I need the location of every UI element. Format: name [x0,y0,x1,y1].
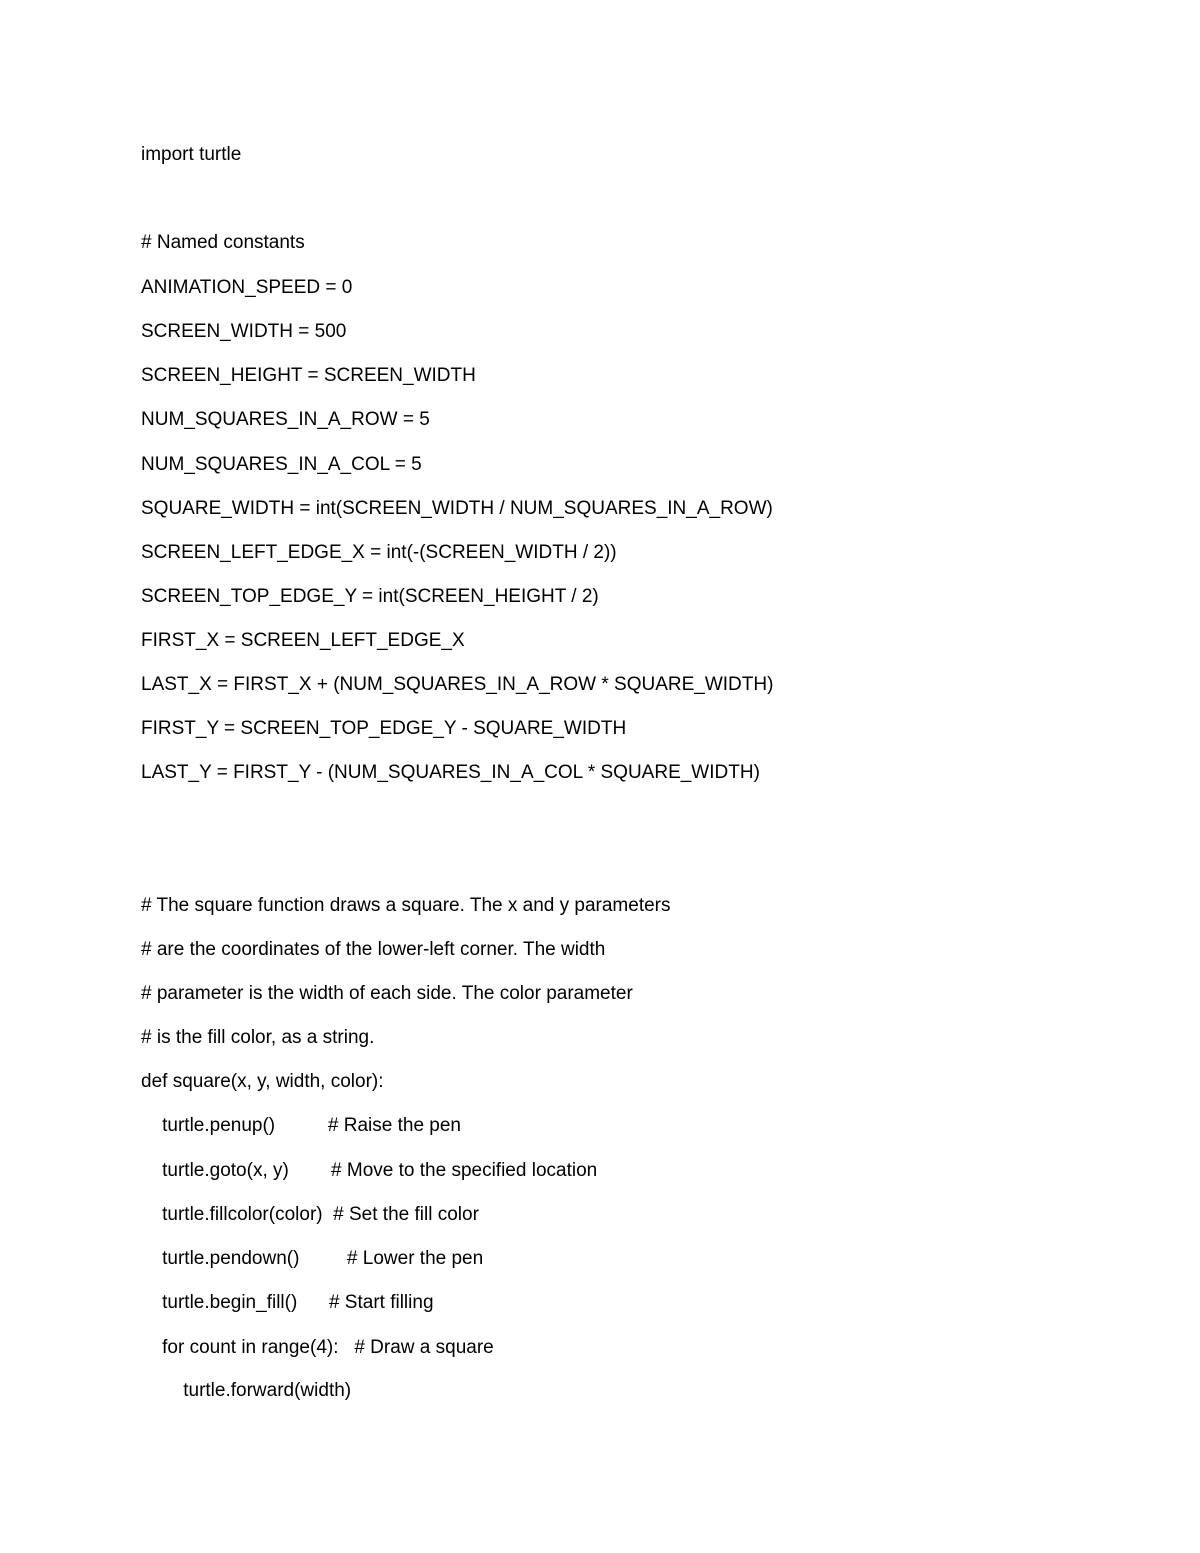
code-line: turtle.penup() # Raise the pen [141,1115,462,1136]
code-line: SCREEN_LEFT_EDGE_X = int(-(SCREEN_WIDTH / 2)) [141,542,617,563]
code-line: turtle.fillcolor(color) # Set the fill color [141,1204,479,1225]
code-line: turtle.goto(x, y) # Move to the specified location [141,1160,598,1181]
code-comment-line: # parameter is the width of each side. The color parameter [141,983,633,1004]
code-line: SCREEN_TOP_EDGE_Y = int(SCREEN_HEIGHT / 2) [141,586,599,607]
code-line: SCREEN_WIDTH = 500 [141,321,347,342]
code-line: FIRST_X = SCREEN_LEFT_EDGE_X [141,630,465,651]
code-comment-line: # Named constants [141,232,305,253]
code-line: SQUARE_WIDTH = int(SCREEN_WIDTH / NUM_SQUARES_IN_A_ROW) [141,498,773,519]
code-line: NUM_SQUARES_IN_A_COL = 5 [141,454,422,475]
code-line: SCREEN_HEIGHT = SCREEN_WIDTH [141,365,476,386]
code-line: ANIMATION_SPEED = 0 [141,277,353,298]
code-line: NUM_SQUARES_IN_A_ROW = 5 [141,409,430,430]
code-line: turtle.forward(width) [141,1380,352,1401]
code-line: LAST_Y = FIRST_Y - (NUM_SQUARES_IN_A_COL * SQUARE_WIDTH) [141,762,760,783]
code-comment-line: # The square function draws a square. The x and y parameters [141,895,671,916]
code-line: turtle.begin_fill() # Start filling [141,1292,434,1313]
code-line: for count in range(4): # Draw a square [141,1337,494,1358]
code-comment-line: # are the coordinates of the lower-left corner. The width [141,939,606,960]
code-line: def square(x, y, width, color): [141,1071,384,1092]
code-comment-line: # is the fill color, as a string. [141,1027,375,1048]
code-line: turtle.pendown() # Lower the pen [141,1248,484,1269]
code-line: import turtle [141,144,242,165]
code-line: LAST_X = FIRST_X + (NUM_SQUARES_IN_A_ROW * SQUARE_WIDTH) [141,674,774,695]
code-line: FIRST_Y = SCREEN_TOP_EDGE_Y - SQUARE_WIDTH [141,718,627,739]
